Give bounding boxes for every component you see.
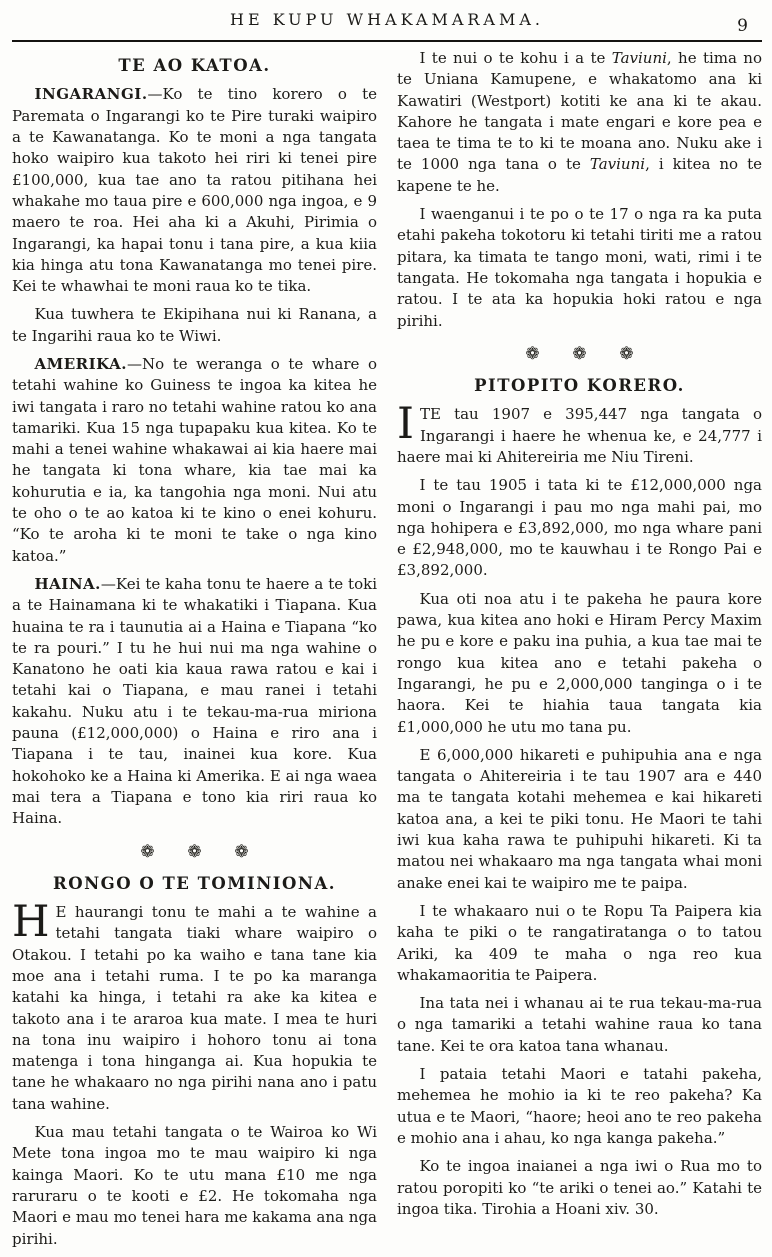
fleuron-icon: ❁ (187, 841, 202, 862)
fleuron-icon: ❁ (525, 343, 540, 364)
article-tau-1907 (397, 399, 762, 468)
article-text: I te nui o te kohu i a te (419, 49, 612, 67)
article-ropu-ta-paipera (397, 901, 762, 986)
dropcap-letter: I (397, 399, 414, 450)
article-text: —Kei te kaha tonu te haere a te toki a te Hainamana ki te whakatiki i Tiapana. Kua huaina te ra i taunutia ai a Haina e Tiapana “ko te ra pouri.” I tu he hui nui ma nga wahine o Kanatono he oati kia kaua rawa ratou e kai i tetahi kai o Tiapana, e mau ranei i tetahi kakahu. Nuku atu i te tekau-ma-rua miriona pauna (£12,000,000) o Haina e riro ana i Tiapana i te tau, inainei kua kore. Kua hokohoko ke a Haina ki Amerika. E ai nga waea mai tera a Tiapana e tono kia riri raua ko Haina. (12, 574, 377, 828)
article-text: E haurangi tonu te mahi a te wahine a tetahi tangata tiaki whare waipiro o Otakou. I tetahi po ka waiho e tana tane kia moe ana i tetahi ruma. I te po ka maranga katahi ka hinga, i tetahi ra ake ka kitea e takoto ana i te araroa kua mate. I mea te huri na tona inu waipiro i hohoro tonu ai tona matenga i tona hinganga ai. Kua hopukia te tane he whakaaro no nga pirihi nana ano i patu tana wahine. (12, 903, 377, 1113)
article-text: I pataia tetahi Maori e tatahi pakeha, mehemea he mohio ia ki te reo pakeha? Ka utua e te Maori, “haore; heoi ano te reo pakeha e mohio ana i ahau, ko nga kanga pakeha.” (397, 1065, 762, 1147)
section-heading-te-ao-katoa: TE AO KATOA. (118, 56, 271, 75)
fleuron-icon: ❁ (619, 343, 634, 364)
article-text: , i kitea no te kapene te he. (397, 155, 763, 195)
article-text: I te whakaaro nui o te Ropu Ta Paipera kia kaha te piki o te rangatiratanga o to tatou Ariki, ka 409 te maha o nga reo kua whakamaoritia te Paipera. (397, 901, 762, 984)
article-text: I waenganui i te po o te 17 o nga ra ka puta etahi pakeha tokotoru ki tetahi tiriti me a ratou pitara, ka timata te tango moni, wati, rimi i te tangata. He tokomaha nga tangata i hopukia e ratou. I te ata ka hopukia hoki ratou e nga pirihi. (397, 205, 762, 330)
article-wi-mete (12, 1122, 377, 1250)
article-hikareti (397, 745, 762, 894)
fleuron-icon: ❁ (140, 841, 155, 862)
article-whanau (397, 993, 762, 1057)
section-heading-pitopito-korero: PITOPITO KORERO. (474, 375, 685, 395)
article-ekipihana (12, 304, 377, 347)
ornament-row (397, 342, 762, 366)
article-text: I te tau 1905 i tata ki te £12,000,000 nga moni o Ingarangi i pau mo nga mahi pai, mo nga hohipera e £3,892,000, mo nga whare pani e £2,948,000, mo te kauwhau i te Rongo Pai e £3,892,000. (397, 476, 762, 580)
article-lead-word: INGARANGI. (34, 85, 148, 104)
article-lead-word: HAINA. (34, 574, 101, 593)
article-text: Ko te ingoa inaianei a nga iwi o Rua mo to ratou poropiti ko “te ariki o tenei ao.” Katahi te ingoa tika. Tirohia a Hoani xiv. 30. (397, 1157, 762, 1218)
article-rua-poropiti (397, 1156, 762, 1220)
masthead (12, 6, 762, 36)
article-pakeha-tokotoru (397, 204, 762, 332)
section-heading-rongo-o-te-tominiona: RONGO O TE TOMINIONA. (52, 873, 337, 893)
article-text: Ina tata nei i whanau ai te rua tekau-ma-rua o nga tamariki a tetahi wahine raua ko tana tane. Kei te ora katoa tana whanau. (397, 994, 762, 1055)
header-rule (12, 40, 762, 42)
article-text: —No te weranga o te whare o tetahi wahine ko Guiness te ingoa ka kitea he iwi tangata i raro no tetahi wahine ratou ko ana tamariki. Kua 15 nga tupapaku kua kitea. Ko te mahi a tenei wahine whakawai ai kia haere mai he tangata ki tona whare, kia tae mai ka kohurutia e ia, ka tangohia nga moni. Nui atu te oho o te ao katoa ki te kino o enei kohuru. “Ko te aroha ki te moni te take o nga kino katoa.” (12, 354, 377, 565)
article-text: Kua tuwhera te Ekipihana nui ki Ranana, a te Ingarihi raua ko te Wiwi. (12, 305, 377, 345)
article-paura-kore-pawa (397, 589, 762, 738)
column-layout (12, 44, 762, 1257)
article-text-italic: Taviuni (611, 49, 667, 67)
article-text-italic: Taviuni (589, 155, 646, 174)
fleuron-icon: ❁ (572, 343, 587, 364)
dropcap-letter: H (12, 897, 50, 948)
fleuron-icon: ❁ (234, 841, 249, 862)
article-haina (12, 574, 377, 830)
article-text: Kua oti noa atu i te pakeha he paura kore pawa, kua kitea ano hoki e Hiram Percy Maxim he pu e kore e paku ina puhia, a kua tae mai te rongo kua kitea ano e tetahi pakeha o Ingarangi, he pu e 2,000,000 tanginga o i te haora. Kei te hiahia taua tangata kia £1,000,000 he utu mo tana pu. (397, 589, 762, 736)
ornament-row (12, 840, 377, 864)
article-ingarangi (12, 84, 377, 297)
article-text: E 6,000,000 hikareti e puhipuhia ana e nga tangata o Ahitereiria i te tau 1907 ara e 440 ma te tangata kotahi mehemea e kai hikareti katoa ana, a kei te piki tonu. He Maori te tahi iwi kua kaha rawa te puhipuhi hikareti. Ki ta matou nei whakaaro ma nga tangata whai moni anake enei kai te waipiro me te paipa. (397, 745, 762, 892)
article-text: Kua mau tetahi tangata o te Wairoa ko Wi Mete tona ingoa mo te mau waipiro ki nga kainga Maori. Ko te utu mana £10 me nga raruraru o te kooti e £2. He tokomaha nga Maori e mau mo tenei hara me kakama ana nga pirihi. (12, 1123, 377, 1248)
article-lead-word: AMERIKA. (34, 354, 127, 373)
article-taviuni (397, 48, 762, 197)
article-haurangi (12, 897, 377, 1115)
article-reo-pakeha (397, 1064, 762, 1149)
article-tau-1905 (397, 475, 762, 581)
page-number: 9 (737, 16, 748, 36)
article-text: —Ko te tino korero o te Paremata o Ingarangi ko te Pire turaki waipiro a te Kawanatanga. Ko te moni a nga tangata hoko waipiro kua takoto hei riri ki tenei pire £100,000, kua tae ano ta ratou pitihana hei whakahe mo taua pire e 600,000 nga ingoa, e 9 maero te roa. Hei aha ki a Akuhi, Pirimia o Ingarangi, ka hapai tonu i tana pire, a kua kiia kia hinga atu tona Kawanatanga mo tenei pire. Kei te whawhai te moni raua ko te tika. (12, 85, 377, 296)
right-column (397, 48, 762, 1257)
article-text: TE tau 1907 e 395,447 nga tangata o Ingarangi i haere he whenua ke, e 24,777 i haere mai ki Ahitereiria me Niu Tireni. (397, 405, 762, 466)
left-column (12, 48, 377, 1257)
article-text: , he tima no te Uniana Kamupene, e whakatomo ana ki Kawatiri (Westport) kotiti ke ana ki te akau. Kahore he tangata i mate engari e kore pea e taea te tima te to ki te moana ano. Nuku ake i te 1000 nga tana o te (397, 49, 762, 174)
masthead-title: HE KUPU WHAKAMARAMA. (229, 10, 544, 29)
article-amerika (12, 354, 377, 567)
